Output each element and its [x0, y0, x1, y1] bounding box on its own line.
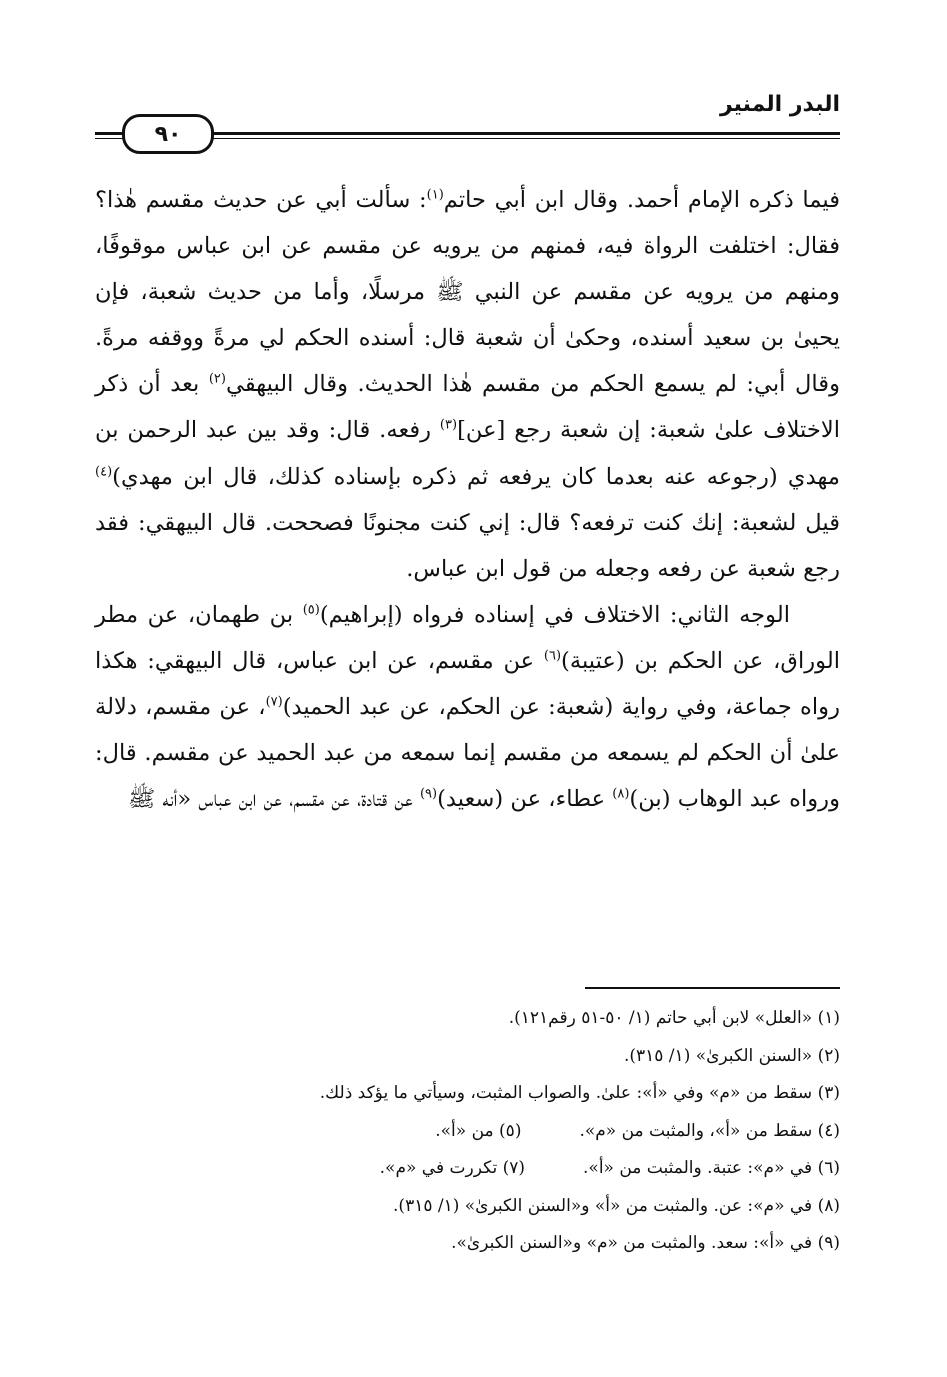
footnote	[95, 1075, 840, 1113]
text-run: قيل لشعبة: إنك كنت ترفعه؟ قال: إني كنت مجنونًا فصححت. قال البيهقي: فقد رجع شعبة عن رفعه وجعله من قول ابن عباس.	[95, 509, 840, 582]
footnote-ref: (٨)	[612, 786, 630, 802]
main-text	[95, 177, 840, 822]
footnote-ref: (٧)	[265, 694, 283, 710]
page-header	[95, 92, 840, 162]
footnote-ref: (٩)	[419, 786, 438, 802]
footnote-ref: (٢)	[208, 371, 226, 387]
footnote-text: (٢) «السنن الكبرىٰ» (١/ ٣١٥).	[623, 1045, 840, 1066]
text-run: فيما ذكره الإمام أحمد. وقال ابن أبي حاتم	[443, 187, 840, 213]
footnote-separator	[585, 987, 840, 989]
text-run: بعد أن ذكر الاختلاف علىٰ شعبة: إن شعبة رجع [عن]	[95, 371, 840, 444]
page-number-label: ٩٠	[154, 121, 182, 147]
text-run: عن مقسم، عن ابن عباس، قال البيهقي: هكذا رواه جماعة، وفي رواية (شعبة: عن الحكم، عن عبد الحميد)	[95, 647, 840, 721]
running-title: البدر المنير	[719, 92, 840, 117]
footnote-ref: (٦)	[543, 648, 562, 664]
footnote-ref: (٤)	[95, 464, 113, 480]
footnote	[95, 1188, 840, 1226]
footnote-text: (٧) تكررت في «م».	[379, 1158, 526, 1178]
footnote-text: (٤) سقط من «أ»، والمثبت من «م».	[579, 1120, 840, 1141]
paragraph	[95, 177, 840, 592]
footnote	[95, 1038, 840, 1076]
text-run: عن قتادة، عن مقسم، عن ابن عباس «أنه ﷺ	[128, 786, 420, 813]
footnote-text: (٥) من «أ».	[435, 1120, 522, 1141]
footnote-text: (٦) في «م»: عتبة. والمثبت من «أ».	[583, 1158, 840, 1178]
text-run: : سألت أبي عن حديث مقسم هٰذا؟ فقال: اختلفت الرواة فيه، فمنهم من يرويه عن مقسم عن ابن عباس موقوفًا، ومنهم من يرويه عن مقسم عن النبي ﷺ مرسلًا، وأما من حديث شعبة، فإن يحيىٰ بن سعيد أسنده، وحكىٰ أن شعبة قال: أسنده الحكم لي مرةً ووقفه مرةً. وقال أبي: لم يسمع الحكم من مقسم هٰذا الحديث. وقال البيهقي	[95, 187, 840, 398]
text-run: الوجه الثاني: الاختلاف في إسناده فرواه (إبراهيم)	[319, 601, 790, 628]
footnote	[95, 1113, 840, 1151]
footnote	[95, 1225, 840, 1263]
footnote-text: (١) «العلل» لابن أبي حاتم (١/ ٥٠-٥١ رقم١٢١).	[508, 1008, 840, 1028]
footnote-text: (٩) في «أ»: سعد. والمثبت من «م» و«السنن الكبرىٰ».	[451, 1233, 840, 1253]
footnote-ref: (١)	[426, 187, 444, 203]
footnote	[95, 1150, 840, 1188]
text-run: بن طهمان، عن مطر الوراق، عن الحكم بن (عتيبة)	[95, 601, 840, 674]
paragraph	[95, 592, 840, 822]
footnote	[95, 1000, 840, 1038]
text-run: ، عن مقسم، دلالة علىٰ أن الحكم لم يسمعه من مقسم إنما سمعه من عبد الحميد عن مقسم. قال: ورواه عبد الوهاب (بن)	[95, 694, 840, 813]
page-number	[122, 114, 214, 154]
text-run: عطاء، عن (سعيد)	[437, 786, 613, 813]
footnote-ref: (٥)	[302, 602, 320, 618]
text-run: رفعه. قال: وقد بين عبد الرحمن بن مهدي (رجوعه عنه بعدما كان يرفعه ثم ذكره بإسناده كذلك، قال ابن مهدي)	[95, 417, 840, 490]
footnote-text: (٣) سقط من «م» وفي «أ»: علىٰ. والصواب المثبت، وسيأتي ما يؤكد ذلك.	[319, 1083, 840, 1103]
footnote-text: (٨) في «م»: عن. والمثبت من «أ» و«السنن الكبرىٰ» (١/ ٣١٥).	[393, 1195, 840, 1216]
footnote-ref: (٣)	[439, 417, 458, 433]
footnotes	[95, 1000, 840, 1263]
